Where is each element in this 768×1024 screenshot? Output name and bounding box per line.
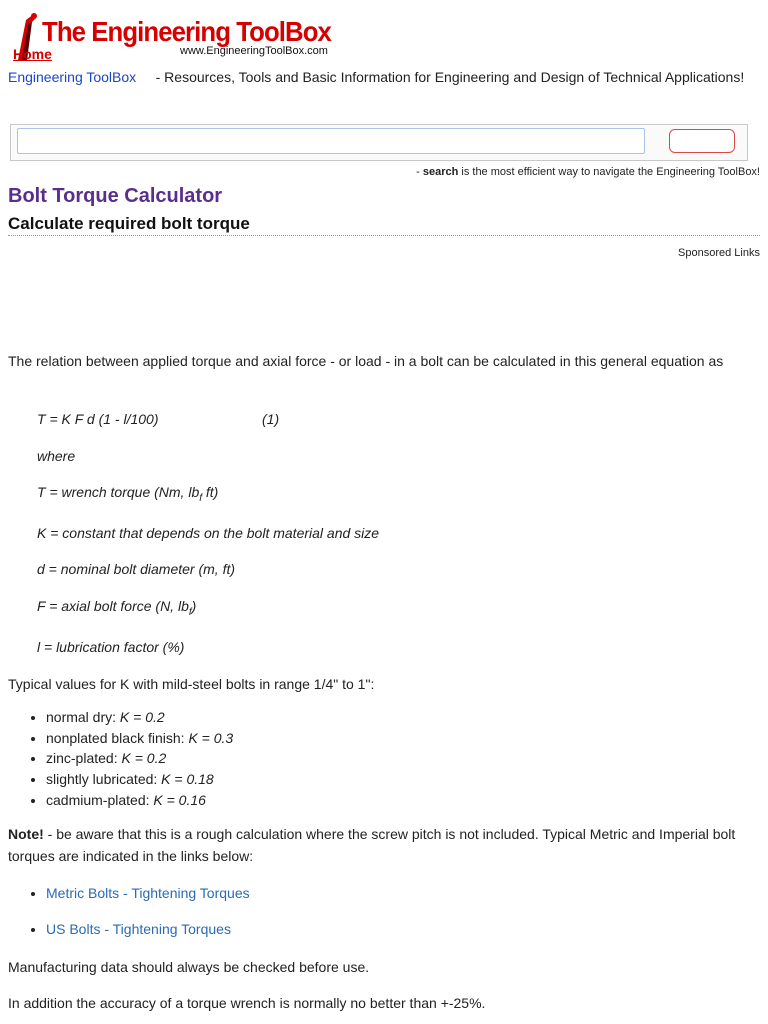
definition-T-end: ft): [202, 484, 219, 500]
typical-values-text: Typical values for K with mild-steel bolts in range 1/4" to 1":: [8, 676, 375, 692]
search-note-bold: search: [422, 166, 459, 178]
torque-links-list-2: [26, 921, 231, 937]
search-note-rest: is the most efficient way to navigate the Engineering ToolBox!: [458, 166, 760, 178]
k-value: K = 0.16: [153, 791, 206, 808]
page-subtitle: Calculate required bolt torque: [8, 214, 250, 233]
sponsored-links-label: Sponsored Links: [678, 247, 760, 259]
definition-F-subscript: f: [188, 606, 192, 618]
k-values-list: [26, 707, 233, 811]
k-label: nonplated black finish:: [46, 729, 189, 746]
k-label: normal dry:: [46, 709, 120, 725]
k-value: K = 0.18: [161, 771, 214, 788]
site-logo[interactable]: [8, 8, 331, 66]
accuracy-text: In addition the accuracy of a torque wrench is normally no better than +-25%.: [8, 995, 486, 1011]
list-item: [46, 790, 233, 811]
search-input[interactable]: [17, 128, 645, 154]
k-label: cadmium-plated:: [46, 791, 154, 808]
list-item: [46, 769, 233, 790]
page-title: Bolt Torque Calculator: [8, 185, 223, 207]
engineering-toolbox-link[interactable]: Engineering ToolBox: [8, 69, 137, 85]
home-link[interactable]: Home: [13, 46, 52, 62]
note-paragraph: [8, 823, 756, 867]
site-url: www.EngineeringToolBox.com: [180, 45, 328, 57]
search-note-prefix: -: [416, 166, 423, 178]
manufacturing-text: Manufacturing data should always be checked before use.: [8, 959, 370, 975]
note-label: Note!: [8, 826, 44, 842]
list-item: [46, 748, 233, 769]
definition-T-subscript: f: [199, 492, 203, 504]
site-title: The Engineering ToolBox: [42, 16, 331, 47]
list-item: [46, 921, 231, 937]
intro-description: - Resources, Tools and Basic Information for Engineering and Design of Technical Applications!: [155, 69, 745, 85]
definition-K: K = constant that depends on the bolt material and size: [37, 525, 380, 541]
torque-links-list: [26, 885, 250, 901]
equation-text: T = K F d (1 - l/100): [37, 411, 159, 427]
k-value: K = 0.2: [119, 709, 165, 725]
where-label: where: [37, 448, 76, 464]
intro-text: [8, 66, 753, 88]
search-note: [416, 166, 760, 178]
relation-paragraph: The relation between applied torque and axial force - or load - in a bolt can be calculated in this general equation as: [8, 353, 724, 369]
search-bar: [10, 124, 748, 161]
k-label: slightly lubricated:: [46, 771, 162, 788]
search-button[interactable]: [669, 129, 735, 153]
note-text: - be aware that this is a rough calculation where the screw pitch is not included. Typical Metric and Imperial bolt torques are indicated in the links below:: [8, 826, 736, 864]
k-value: K = 0.2: [121, 750, 167, 767]
list-item: [46, 728, 233, 749]
us-bolts-link[interactable]: US Bolts - Tightening Torques: [46, 921, 231, 937]
k-value: K = 0.3: [188, 729, 234, 746]
definition-T: [37, 484, 218, 504]
divider: [8, 235, 760, 236]
list-item: [46, 885, 250, 901]
k-label: zinc-plated:: [46, 750, 122, 767]
definition-F-end: ): [191, 598, 197, 614]
definition-F: [37, 598, 196, 618]
equation-number: (1): [262, 411, 280, 427]
definition-F-text: F = axial bolt force (N, lb: [37, 598, 189, 614]
equation: [37, 411, 280, 427]
list-item: [46, 707, 233, 728]
metric-bolts-link[interactable]: Metric Bolts - Tightening Torques: [46, 885, 250, 901]
definition-d: d = nominal bolt diameter (m, ft): [37, 561, 236, 577]
definition-T-text: T = wrench torque (Nm, lb: [37, 484, 200, 500]
definition-l: l = lubrication factor (%): [37, 639, 185, 655]
